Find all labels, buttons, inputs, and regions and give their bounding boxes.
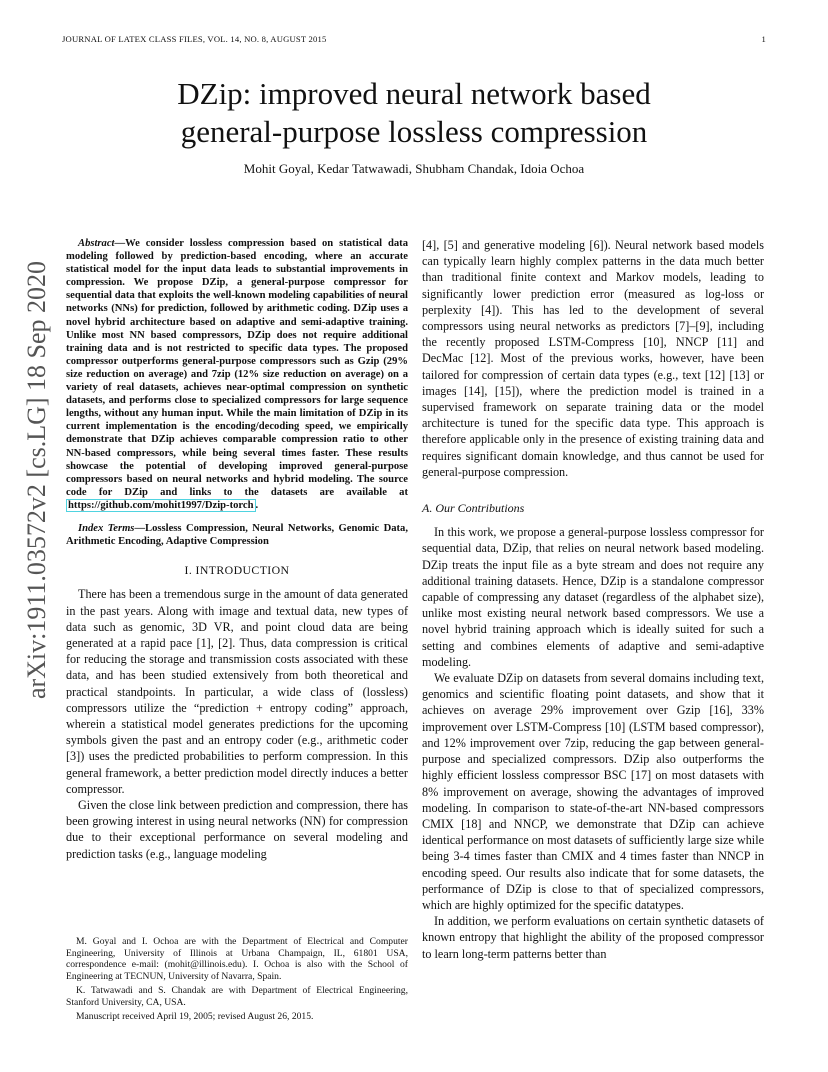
intro-paragraph-1: There has been a tremendous surge in the amount of data generated in the past years. Along with image and textual data, new types of data such as genomic, 3D VR, and point cloud data are being generated at a rapid pace [1], [2]. Thus, data compression is critical for reducing the storage and transmission costs associated with these data, and has been studied extensively from both theoretical and practical standpoints. In particular, a wide class of (lossless) compressors utilize the “prediction + entropy coding” approach, wherein a statistical model generates predictions for the upcoming symbols given the past and an entropy coder (e.g., arithmetic coder [3]) uses the predicted probabilities to perform compression. In this general framework, a better prediction model directly induces a better compressor. (66, 587, 408, 796)
section-heading-introduction: I. INTRODUCTION (184, 563, 290, 578)
index-terms-text: —Lossless Compression, Neural Networks, Genomic Data, Arithmetic Encoding, Adaptive Compression (66, 522, 408, 548)
footnote-manuscript: Manuscript received April 19, 2005; revised August 26, 2015. (76, 1011, 314, 1022)
abstract-end: . (255, 499, 259, 511)
source-code-link[interactable]: https://github.com/mohit1997/Dzip-torch (68, 499, 254, 511)
footnote-affiliation-1: M. Goyal and I. Ochoa are with the Department of Electrical and Computer Engineering, University of Illinois at Urbana Champaign, IL, 61801 USA, correspondence e-mail: (mohit@illinois.edu). I. Ochoa is also with the School of Engineering at TECNUN, University of Navarra, Spain. (66, 936, 408, 982)
journal-header: JOURNAL OF LATEX CLASS FILES, VOL. 14, NO. 8, AUGUST 2015 (62, 34, 327, 44)
left-column (66, 237, 408, 862)
contributions-paragraph-1: In this work, we propose a general-purpose lossless compressor for sequential data, DZip, that relies on neural network based modeling. DZip treats the input file as a byte stream and does not require any additional training datasets. Hence, DZip is a standalone compressor capable of compressing any dataset (regardless of the alphabet size), unlike most existing neural network based compressors. We use a novel hybrid training approach which is ideally suited for such a setting and combines elements of adaptive and semi-adaptive modeling. (422, 525, 764, 669)
contributions-paragraph-2: We evaluate DZip on datasets from several domains including text, genomics and scientific floating point datasets, and show that it achieves on average 29% improvement over Gzip [16], 33% improvement over LSTM-Compress [10] (LSTM based compressor), and 12% improvement over 7zip, reducing the gap between general-purpose and specialized compressors. DZip also outperforms the highly efficient lossless compressor BSC [17] on most datasets with 8% improvement on average, showing the advantages of improved modeling. In comparison to state-of-the-art NN-based compressors CMIX [18] and NNCP, we demonstrate that DZip can achieve identical performance on most datasets of sufficiently large size while being 3-4 times faster than CMIX and 4 times faster than NNCP in encoding speed. Our results also indicate that for some datasets, the performance of DZip is close to that of specialized compressors, which are highly optimized for the specific datatypes. (422, 671, 764, 912)
arxiv-stamp (22, 260, 52, 700)
abstract-text: —We consider lossless compression based on statistical data modeling followed by prediction-based encoding, where an accurate statistical model for the input data leads to substantial improvements in compression. We propose DZip, a general-purpose compressor for sequential data that exploits the well-known modeling capabilities of neural networks (NNs) for prediction, followed by arithmetic coding. DZip uses a novel hybrid architecture based on adaptive and semi-adaptive training. Unlike most NN based compressors, DZip does not require additional training data and is not restricted to specific data types. The proposed compressor outperforms general-purpose compressors such as Gzip (29% size reduction on average) and 7zip (12% size reduction on average) on a variety of real datasets, achieves near-optimal compression on synthetic datasets, and performs close to specialized compressors for large sequence lengths, without any human input. While the main limitation of DZip in its current implementation is the encoding/decoding speed, we empirically demonstrate that DZip achieves comparable compression ratio to other NN-based compressors, while being several times faster. These results showcase the potential of developing improved general-purpose compressors based on neural networks and hybrid modeling. The source code for DZip and links to the datasets are available at (66, 238, 408, 498)
index-terms-label: Index Terms (78, 522, 135, 534)
page-number: 1 (761, 34, 766, 44)
footnote-affiliation-2: K. Tatwawadi and S. Chandak are with Department of Electrical Engineering, Stanford University, CA, USA. (66, 985, 408, 1008)
contributions-paragraph-3: In addition, we perform evaluations on certain synthetic datasets of known entropy that highlight the ability of the proposed compressor to learn long-term patterns better than (422, 914, 764, 961)
running-header (62, 34, 766, 44)
intro-paragraph-continued: [4], [5] and generative modeling [6]). Neural network based models can typically learn highly complex patterns in the data much better than traditional finite context and Markov models, leading to significantly lower prediction error (measured as log-loss or perplexity [4]). This has led to the development of several compressors using neural networks as predictors [7]–[9], including the recently proposed LSTM-Compress [10], NNCP [11] and DecMac [12]. Most of the previous works, however, have been tailored for compression of certain data types (e.g., text [12] [13] or images [14], [15]), where the prediction model is trained in a supervised framework on separate training data or the model architecture is tuned for the specific data type. This approach is therefore applicable only in the presence of existing training data and requires significant domain knowledge, and thus cannot be used for general-purpose compression. (422, 238, 764, 479)
index-terms (66, 522, 408, 548)
footnotes (66, 936, 408, 1026)
intro-paragraph-2: Given the close link between prediction and compression, there has been growing interest in using neural networks (NN) for compression due to their exceptional performance on several modeling and prediction tasks (e.g., language modeling (66, 798, 408, 861)
title-line-1: DZip: improved neural network based (177, 76, 651, 111)
paper-title (0, 75, 828, 151)
right-column (422, 237, 764, 962)
subsection-heading-contributions: A. Our Contributions (422, 501, 525, 516)
abstract (66, 237, 408, 512)
arxiv-stamp-text: arXiv:1911.03572v2 [cs.LG] 18 Sep 2020 (22, 260, 51, 700)
title-line-2: general-purpose lossless compression (180, 114, 648, 149)
abstract-label: Abstract (78, 238, 115, 249)
author-list: Mohit Goyal, Kedar Tatwawadi, Shubham Chandak, Idoia Ochoa (243, 161, 585, 176)
